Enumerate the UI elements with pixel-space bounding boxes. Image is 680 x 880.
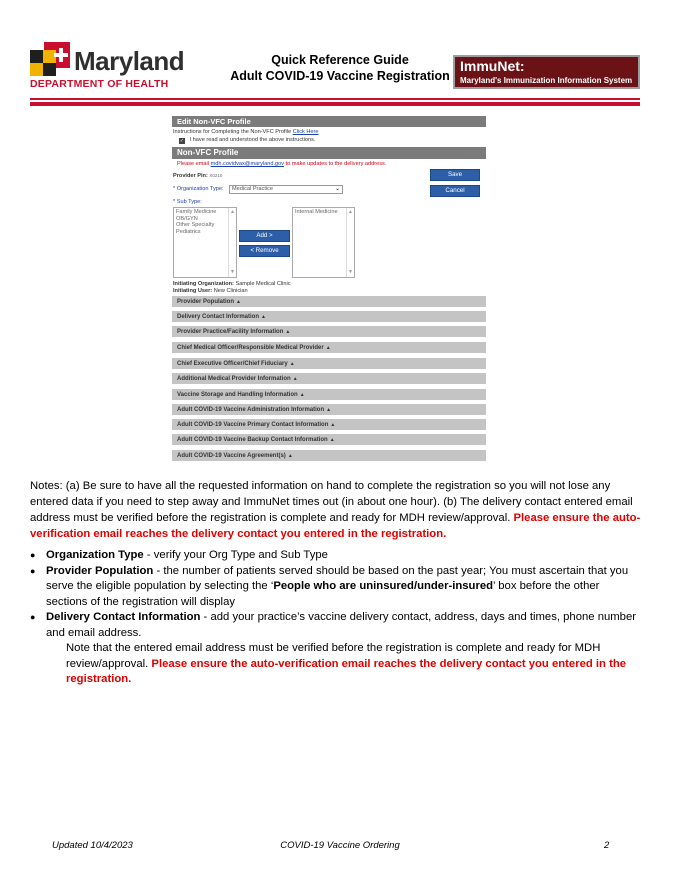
email-link[interactable]: mdh.covidvax@maryland.gov — [210, 161, 285, 167]
notes-paragraph: Notes: (a) Be sure to have all the requested information on hand to complete the registration so you will not lose any entered data if you need to step away and ImmuNet times out (in about one hour). (b) The delivery contact entered email address must be verified before the registration is complete and ready for MDH review/approval. Please ensure the auto-verification email reaches the delivery contact you entered in the registration. — [30, 480, 641, 540]
provider-pin-value: X0210 — [209, 173, 223, 178]
section-agreements[interactable]: Adult COVID-19 Vaccine Agreement(s) ▲ — [172, 450, 486, 463]
scroll-down-icon[interactable]: ▼ — [348, 269, 353, 275]
immunet-name: ImmuNet: — [460, 58, 525, 74]
org-type-label: * Organization Type: — [173, 186, 224, 192]
caret-up-icon: ▲ — [292, 376, 298, 382]
sub-type-selected-list[interactable] — [292, 207, 355, 278]
edit-profile-header: Edit Non-VFC Profile — [172, 116, 486, 127]
caret-up-icon: ▲ — [287, 453, 293, 459]
email-notice: Please email mdh.covidvax@maryland.gov to make updates to the delivery address. — [177, 161, 387, 167]
section-chief-medical-officer[interactable]: Chief Medical Officer/Responsible Medical Provider ▲ — [172, 342, 486, 355]
caret-up-icon: ▲ — [330, 422, 336, 428]
scrollbar[interactable] — [228, 208, 236, 277]
caret-up-icon: ▲ — [299, 392, 305, 398]
caret-up-icon: ▲ — [329, 437, 335, 443]
immunet-banner — [453, 55, 640, 89]
bullet-icon: ● — [30, 612, 36, 622]
initiating-user-row: Initiating User: New Clinician — [173, 288, 248, 294]
initiating-org-row: Initiating Organization: Sample Medical Clinic — [173, 281, 291, 287]
page-number: 2 — [604, 840, 610, 851]
add-button[interactable]: Add > — [239, 230, 290, 242]
caret-up-icon: ▲ — [289, 361, 295, 367]
list-item: ● Organization Type - verify your Org Type and Sub Type — [30, 548, 642, 564]
section-practice-facility[interactable]: Provider Practice/Facility Information ▲ — [172, 326, 486, 339]
caret-up-icon: ▲ — [261, 314, 266, 320]
scrollbar[interactable] — [346, 208, 354, 277]
caret-up-icon: ▲ — [326, 407, 332, 413]
section-storage-handling[interactable]: Vaccine Storage and Handling Information ▲ — [172, 389, 486, 402]
title-line-2: Adult COVID-19 Vaccine Registration — [230, 69, 450, 83]
instructions-list — [30, 548, 642, 688]
section-primary-contact[interactable]: Adult COVID-19 Vaccine Primary Contact Information ▲ — [172, 419, 486, 432]
footer-title: COVID-19 Vaccine Ordering — [280, 840, 400, 851]
section-chief-executive-officer[interactable]: Chief Executive Officer/Chief Fiduciary ▲ — [172, 358, 486, 371]
list-item: ● Provider Population - the number of patients served should be based on the past year; You must ascertain that you serve the eligible population by selecting the ‘People who are uninsured/under-insured’ box before the other sections of the registration will display — [30, 564, 629, 608]
provider-pin-row — [173, 172, 222, 180]
section-administration[interactable]: Adult COVID-19 Vaccine Administration Information ▲ — [172, 404, 486, 417]
delivery-note-emphasis: Please ensure the auto-verification email reaches the delivery contact you entered in the registration. — [66, 657, 627, 685]
list-item[interactable]: Family Medicine — [176, 209, 217, 215]
cancel-button[interactable]: Cancel — [430, 185, 480, 197]
instructions-link[interactable]: Click Here — [292, 129, 319, 135]
acknowledge-checkbox[interactable]: ✓ — [179, 138, 185, 144]
section-additional-provider[interactable]: Additional Medical Provider Information ▲ — [172, 373, 486, 386]
section-delivery-contact[interactable]: Delivery Contact Information ▲ — [172, 311, 486, 324]
list-item[interactable]: OB/GYN — [176, 215, 198, 222]
list-item[interactable]: Pediatrics — [176, 228, 201, 235]
caret-up-icon: ▲ — [285, 329, 291, 335]
bullet-icon: ● — [30, 565, 36, 576]
caret-up-icon: ▲ — [236, 299, 241, 305]
caret-up-icon: ▲ — [325, 345, 331, 351]
profile-header: Non-VFC Profile — [172, 147, 486, 159]
maryland-flag-icon — [30, 42, 70, 76]
provider-pin-label: Provider Pin: — [173, 173, 208, 179]
instructions-line: Instructions for Completing the Non-VFC Profile Click Here — [173, 129, 319, 135]
logo-wordmark: Maryland — [74, 46, 185, 76]
scroll-down-icon[interactable]: ▼ — [230, 269, 235, 275]
delivery-note: Note that the entered email address must be verified before the registration is complete and ready for MDH review/approval. Please ensure the auto-verification email reaches the delivery contact you entered in the registration. — [66, 642, 627, 685]
acknowledge-row — [173, 137, 316, 144]
title-line-1: Quick Reference Guide — [271, 53, 409, 67]
remove-button[interactable]: < Remove — [239, 245, 290, 257]
immunet-tagline: Maryland's Immunization Information System — [460, 76, 633, 85]
section-backup-contact[interactable]: Adult COVID-19 Vaccine Backup Contact Information ▲ — [172, 434, 486, 447]
bullet-icon: ● — [30, 550, 36, 560]
org-type-value: Medical Practice — [232, 186, 274, 192]
acknowledge-label: I have read and understood the above instructions. — [189, 137, 316, 143]
maryland-health-logo — [30, 42, 200, 90]
list-item[interactable]: Internal Medicine — [295, 209, 338, 215]
scroll-up-icon[interactable]: ▲ — [348, 209, 353, 215]
sub-type-available-list[interactable] — [173, 207, 237, 278]
chevron-down-icon: ⌄ — [334, 186, 340, 192]
header-divider-thin — [30, 98, 640, 100]
footer-updated: Updated 10/4/2023 — [52, 840, 133, 851]
logo-department: DEPARTMENT OF HEALTH — [30, 78, 169, 90]
initiating-org-value: Sample Medical Clinic — [235, 281, 291, 287]
registration-form-screenshot — [172, 116, 486, 468]
list-item: ● Delivery Contact Information - add your practice’s vaccine delivery contact, address, days and times, phone number and email address. Note that the entered email address must be verified before the registration is complete and ready for MDH review/approval. Please ensure the auto-verification email reaches the delivery contact you entered in the registration. — [30, 610, 642, 688]
save-button[interactable]: Save — [430, 169, 480, 181]
scroll-up-icon[interactable]: ▲ — [230, 209, 235, 215]
initiating-user-value: New Clinician — [213, 288, 248, 294]
section-provider-population[interactable]: Provider Population ▲ — [172, 296, 486, 309]
page-title — [210, 52, 470, 84]
sub-type-label: * Sub Type: — [173, 199, 202, 205]
notes-emphasis: Please ensure the auto-verification email reaches the delivery contact you entered in the registration. — [30, 512, 641, 540]
org-type-select[interactable] — [229, 185, 343, 194]
list-item[interactable]: Other Specialty — [176, 222, 215, 228]
header-divider-thick — [30, 102, 640, 106]
